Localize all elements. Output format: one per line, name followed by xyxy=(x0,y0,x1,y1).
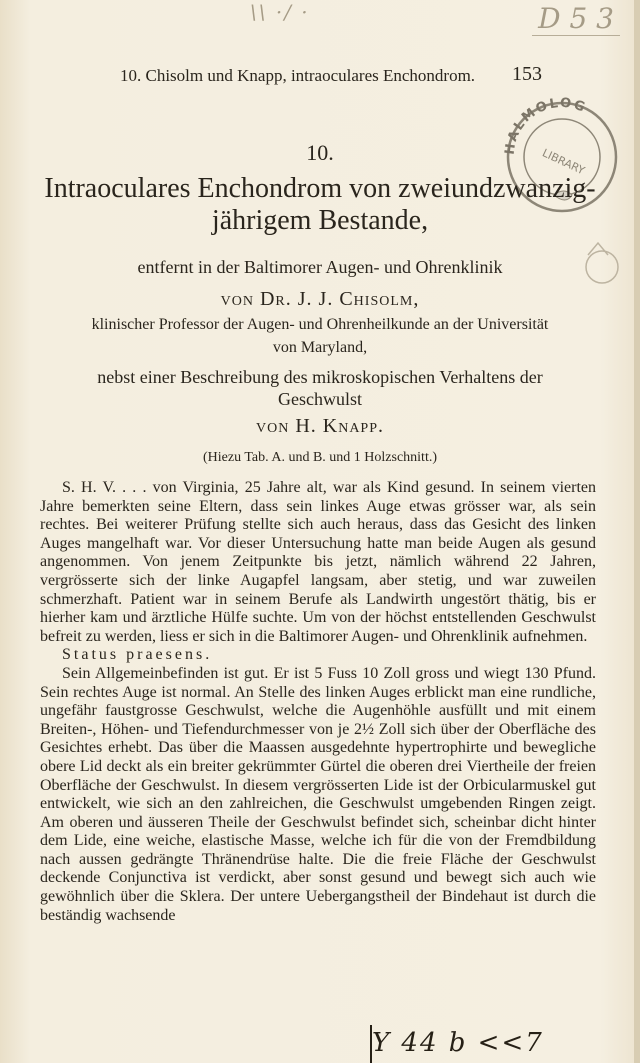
article-removed-at: entfernt in der Baltimorer Augen- und Ohrenklinik xyxy=(137,257,503,277)
body-text xyxy=(40,479,596,925)
stamp-ring-text: HALMOLOG xyxy=(502,95,589,156)
article-coauthor: von H. Knapp. xyxy=(255,415,384,437)
paragraph-history: S. H. V. . . . von Virginia, 25 Jahre alt, war als Kind gesund. In seinem vierten Jahre bemerkten seine Eltern, dass sein linkes Auge etwas grösser war, als sein rechtes. Bei weiterer Prüfung stellte sich auch heraus, dass das Gesicht des linken Auges mangelhaft war. Vor dieser Untersuchung hatte man beide Augen als gesund angenommen. Von jenem Zeitpunkte bis jetzt, nämlich während 22 Jahren, vergrösserte sich der linke Augapfel langsam, aber stetig, und war zuweilen schmerzhaft. Patient war in seinem Berufe als Landwirth ungestört thätig, bis er hierher kam und ärztliche Hülfe suchte. Um von der höchst entstellenden Geschwulst befreit zu werden, liess er sich in die Baltimorer Augen- und Ohrenklinik aufnehmen. xyxy=(40,479,596,645)
status-heading: Status praesens. xyxy=(62,646,213,664)
top-pencil-number: D 5 3 xyxy=(532,2,620,36)
handwritten-shelfmark: Y 44 b <<7 xyxy=(372,1028,544,1058)
article-author: von Dr. J. J. Chisolm, xyxy=(220,288,420,310)
article-title-line1: Intraoculares Enchondrom von zweiundzwanzig- xyxy=(44,173,596,204)
page-edge xyxy=(634,0,640,1063)
author-role-line1: klinischer Professor der Augen- und Ohrenheilkunde an der Universität xyxy=(91,316,549,333)
article-title-line2: jährigem Bestande, xyxy=(211,205,429,236)
page-number: 153 xyxy=(512,63,542,85)
running-header: 10. Chisolm und Knapp, intraoculares Enchondrom. xyxy=(120,66,476,85)
top-pencil-scribble: \\ ·/ · xyxy=(250,0,310,24)
plates-note: (Hiezu Tab. A. und B. und 1 Holzschnitt.) xyxy=(202,450,437,465)
article-desc-line1: nebst einer Beschreibung des mikroskopischen Verhaltens der xyxy=(97,367,543,387)
article-number: 10. xyxy=(306,140,334,165)
article-desc-line2: Geschwulst xyxy=(278,389,362,409)
stamp-inner-text: LIBRARY xyxy=(540,146,587,178)
paragraph-status: Sein Allgemeinbefinden ist gut. Er ist 5 Fuss 10 Zoll gross und wiegt 130 Pfund. Sein rechtes Auge ist normal. An Stelle des linken Auges erblickt man eine rundliche, ungefähr faustgrosse Geschwulst, welche die Augenhöhle ausfüllt und mit einem Breiten-, Höhen- und Tiefendurchmesser von je 2½ Zoll sich über der Oberfläche des Gesichtes erhebt. Das über die Maassen ausgedehnte hypertrophirte und bewegliche obere Lid deckt als ein breiter gekrümmter Gürtel die oberen drei Viertheile der freien Oberfläche der Geschwulst. In diesem vergrösserten Lide ist der Orbicularmuskel gut entwickelt, wie sich an den zahlreichen, die Geschwulst umgebenden Ringen zeigt. Am oberen und äusseren Theile der Geschwulst befindet sich, scheinbar dicht hinter dem Lide, eine weiche, elastische Masse, welche ich für die von der Fremdbildung nach aussen gedrängte Thränendrüse halte. Die die freie Fläche der Geschwulst deckende Conjunctiva ist verdickt, aber sonst gesund und bewegt sich auch wie gewöhnlich über die Sklera. Der untere Uebergangstheil der Bindehaut ist durch die beständig wachsende xyxy=(40,664,596,924)
author-role-line2: von Maryland, xyxy=(272,339,368,356)
